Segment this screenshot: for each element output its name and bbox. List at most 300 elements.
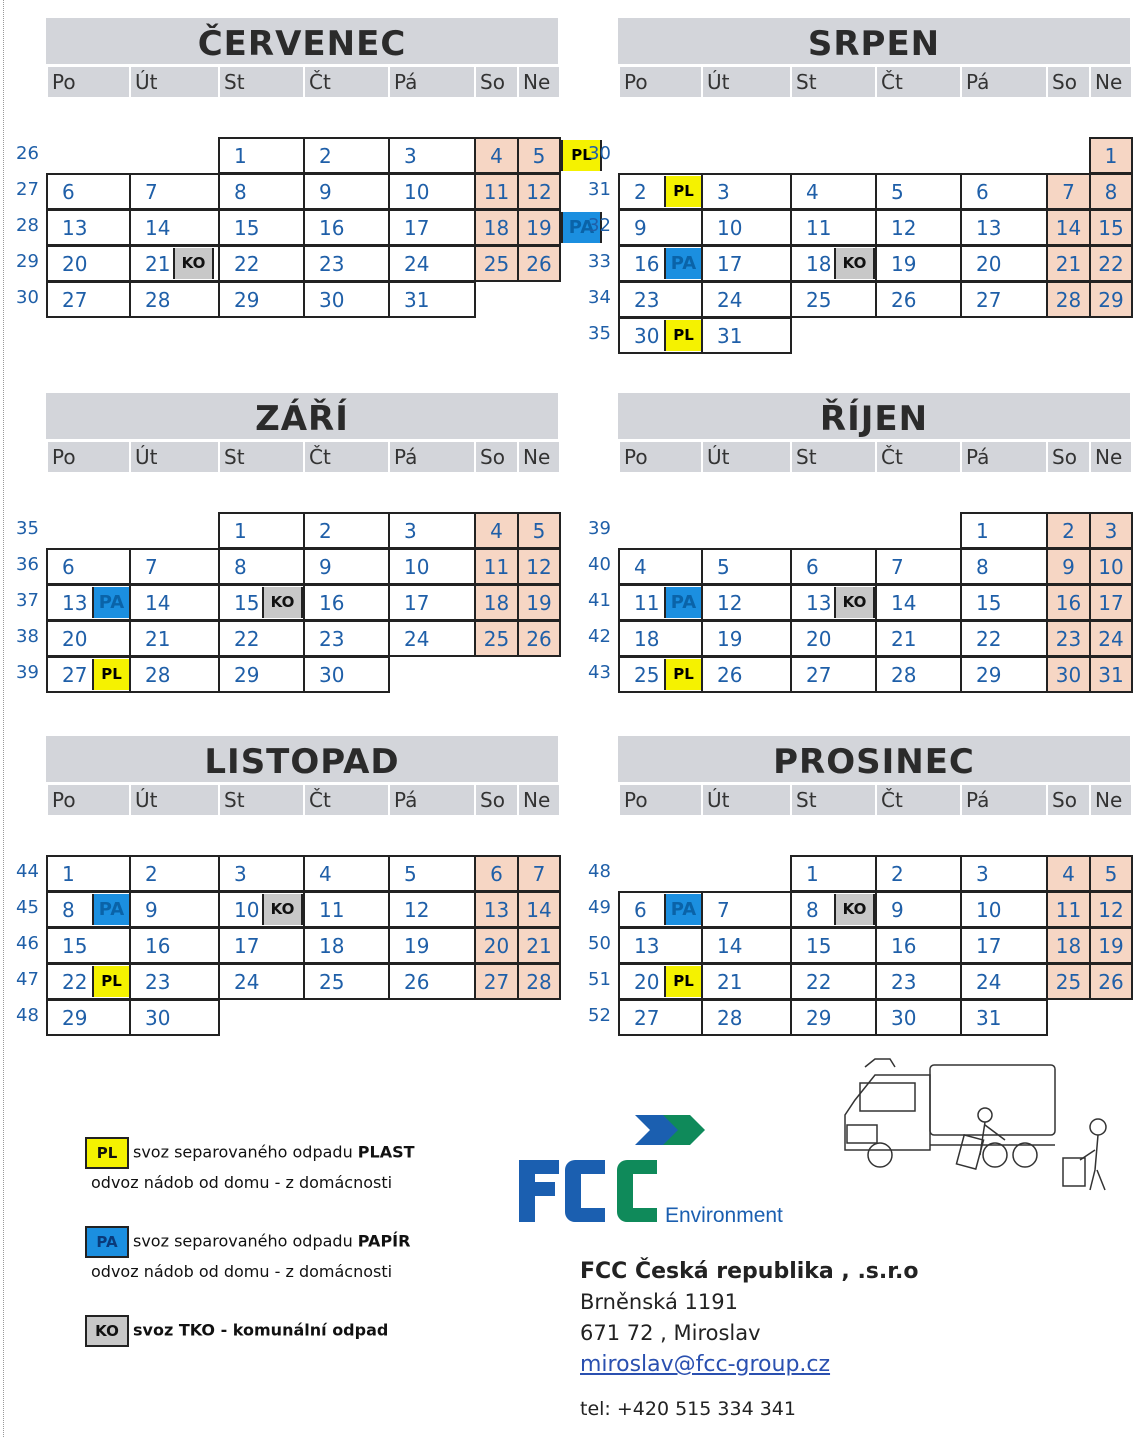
day-number: 8 [1104,180,1118,204]
day-number: 19 [526,216,552,240]
day-cell [388,855,476,892]
fcc-logo-graphic [515,1110,815,1230]
day-number: 8 [62,898,75,922]
day-number: 14 [717,934,743,958]
day-number: 23 [1055,627,1082,651]
day-number: 31 [404,288,430,312]
day-number: 10 [1098,555,1124,579]
collection-tag-ko: KO [173,248,214,279]
week-number: 51 [588,969,611,990]
day-number: 27 [62,288,88,312]
day-cell [960,245,1048,282]
week-number: 52 [588,1005,611,1026]
week-number: 39 [588,518,611,539]
day-number: 30 [1055,663,1082,687]
legend-pl-bold: PLAST [357,1142,415,1162]
day-cell [1089,584,1133,621]
day-cell [701,999,792,1036]
day-number: 7 [1062,180,1075,204]
week-number: 44 [16,861,39,882]
day-cell [701,281,792,318]
weekday-label: St [218,442,303,472]
day-number: 26 [526,252,552,276]
collection-tag-pl: PL [664,320,703,351]
weekday-header [46,785,558,817]
day-number: 29 [976,663,1002,687]
day-cell [388,209,476,246]
weekday-label: Ne [517,67,559,97]
day-cell [129,927,220,964]
day-number: 14 [891,591,917,615]
day-number: 7 [717,898,730,922]
day-number: 18 [483,591,510,615]
day-cell [46,281,131,318]
week-number: 35 [16,518,39,539]
collection-tag-pa: PA [92,894,131,925]
legend-papir [85,1226,410,1281]
day-cell [474,963,519,1000]
collection-tag-pl: PL [92,966,131,997]
day-cell [218,620,305,657]
day-number: 18 [1055,934,1082,958]
day-number: 19 [404,934,430,958]
day-number: 15 [976,591,1002,615]
day-number: 11 [483,555,510,579]
day-number: 13 [62,216,88,240]
day-number: 13 [806,591,832,615]
month-2 [16,393,558,687]
weekday-label: Pá [388,442,474,472]
day-cell [303,963,390,1000]
day-number: 15 [1098,216,1124,240]
day-cell [1089,512,1133,549]
day-number: 24 [234,970,260,994]
day-number: 26 [891,288,917,312]
day-number: 29 [806,1006,832,1030]
day-cell [875,173,962,210]
day-cell [960,548,1048,585]
day-number: 17 [1098,591,1124,615]
day-number: 5 [404,862,417,886]
page-margin-line [3,0,4,1437]
collection-tag-pl: PL [664,966,703,997]
weekday-label: Čt [303,442,388,472]
day-cell [46,584,131,621]
day-number: 2 [319,519,332,543]
weekday-label: Pá [388,785,474,815]
day-cell [474,620,519,657]
day-cell [388,548,476,585]
day-number: 28 [526,970,552,994]
day-cell [1089,963,1133,1000]
day-number: 5 [717,555,730,579]
week-number: 30 [16,287,39,308]
day-cell [618,281,703,318]
day-cell [474,855,519,892]
day-cell [474,891,519,928]
day-number: 19 [891,252,917,276]
day-number: 27 [62,663,88,687]
day-number: 15 [62,934,88,958]
day-number: 24 [717,288,743,312]
month-1 [588,18,1130,348]
weekday-label: Pá [960,785,1046,815]
day-number: 31 [976,1006,1002,1030]
day-cell [790,999,877,1036]
weekday-label: Út [701,67,790,97]
day-cell [960,281,1048,318]
day-cell [1089,137,1133,174]
day-cell [790,891,877,928]
day-number: 24 [1098,627,1124,651]
week-number: 48 [588,861,611,882]
day-cell [790,209,877,246]
day-number: 1 [234,144,247,168]
collection-tag-pa: PA [664,248,703,279]
day-number: 6 [806,555,819,579]
day-number: 16 [319,591,345,615]
day-number: 5 [891,180,904,204]
day-cell [517,173,561,210]
legend-plast [85,1137,415,1192]
weekday-label: St [790,785,875,815]
day-cell [875,281,962,318]
month-title: SRPEN [618,18,1130,64]
day-number: 27 [806,663,832,687]
weekday-label: St [790,442,875,472]
day-cell [790,548,877,585]
day-number: 13 [634,934,660,958]
day-cell [388,245,476,282]
day-number: 1 [976,519,989,543]
day-number: 12 [717,591,743,615]
day-cell [129,209,220,246]
day-cell [790,927,877,964]
day-number: 21 [145,252,171,276]
day-number: 20 [634,970,660,994]
week-number: 34 [588,287,611,308]
day-number: 5 [532,519,546,543]
day-cell [474,584,519,621]
weekday-label: Ne [1089,67,1131,97]
day-number: 1 [1104,144,1118,168]
day-cell [1046,209,1091,246]
day-number: 3 [976,862,989,886]
collection-tag-pa: PA [664,587,703,618]
day-number: 8 [234,180,247,204]
day-cell [701,245,792,282]
day-number: 24 [976,970,1002,994]
day-number: 25 [319,970,345,994]
day-cell [517,620,561,657]
day-cell [1089,548,1133,585]
day-number: 8 [234,555,247,579]
day-cell [618,927,703,964]
day-number: 1 [806,862,819,886]
day-cell [701,927,792,964]
day-cell [1089,281,1133,318]
day-number: 25 [1055,970,1082,994]
day-cell [303,548,390,585]
week-number: 45 [16,897,39,918]
day-cell [129,548,220,585]
week-number: 32 [588,215,611,236]
day-cell [1046,281,1091,318]
month-title: ŘÍJEN [618,393,1130,439]
day-number: 9 [319,555,332,579]
day-cell [303,891,390,928]
day-cell [303,209,390,246]
logo-environment-text: Environment [665,1204,783,1227]
day-cell [388,512,476,549]
day-number: 26 [526,627,552,651]
day-number: 14 [526,898,552,922]
day-cell [46,209,131,246]
day-cell [129,963,220,1000]
day-cell [303,620,390,657]
day-number: 2 [891,862,904,886]
day-cell [303,173,390,210]
day-number: 7 [891,555,904,579]
day-number: 23 [319,252,345,276]
weekday-label: St [790,67,875,97]
day-number: 23 [319,627,345,651]
day-number: 20 [976,252,1002,276]
day-number: 26 [717,663,743,687]
day-cell [618,584,703,621]
weekday-label: Út [129,442,218,472]
company-street: Brněnská 1191 [580,1290,738,1314]
legend-pl-sub: odvoz nádob od domu - z domácnosti [91,1173,393,1192]
day-cell [129,245,220,282]
day-cell [1089,173,1133,210]
day-number: 7 [145,180,158,204]
day-number: 25 [806,288,832,312]
day-cell [875,656,962,693]
day-cell [517,963,561,1000]
company-contact [580,1256,918,1425]
weekday-label: Ne [1089,442,1131,472]
day-number: 11 [634,591,660,615]
day-cell [790,584,877,621]
day-number: 5 [1104,862,1118,886]
day-cell [701,891,792,928]
day-cell [218,855,305,892]
week-number: 39 [16,662,39,683]
day-cell [701,584,792,621]
weekday-label: Út [129,67,218,97]
day-number: 8 [806,898,819,922]
day-number: 14 [1055,216,1082,240]
day-number: 15 [806,934,832,958]
day-number: 28 [1055,288,1082,312]
day-number: 30 [891,1006,917,1030]
company-phone: tel: +420 515 334 341 [580,1398,796,1420]
day-cell [517,548,561,585]
day-number: 15 [234,216,260,240]
day-number: 26 [404,970,430,994]
day-cell [790,620,877,657]
collection-tag-pl: PL [92,659,131,690]
day-cell [701,620,792,657]
day-cell [388,281,476,318]
day-cell [218,584,305,621]
day-number: 9 [891,898,904,922]
day-number: 12 [891,216,917,240]
day-cell [218,209,305,246]
day-cell [1089,891,1133,928]
day-cell [129,855,220,892]
day-number: 2 [145,862,158,886]
day-number: 29 [1098,288,1124,312]
day-cell [303,584,390,621]
week-number: 46 [16,933,39,954]
company-name: FCC Česká republika , .s.r.o [580,1259,919,1284]
day-cell [1089,656,1133,693]
day-cell [129,620,220,657]
day-number: 20 [62,627,88,651]
day-cell [303,656,390,693]
day-number: 31 [1098,663,1124,687]
day-number: 16 [145,934,171,958]
day-cell [618,317,703,354]
day-number: 14 [145,591,171,615]
day-number: 22 [62,970,88,994]
day-number: 16 [1055,591,1082,615]
day-number: 12 [526,180,552,204]
weekday-label: Ne [517,442,559,472]
day-number: 16 [891,934,917,958]
day-number: 13 [62,591,88,615]
day-cell [701,317,792,354]
day-cell [875,891,962,928]
day-number: 1 [62,862,75,886]
day-number: 17 [404,216,430,240]
day-cell [517,209,595,246]
day-number: 29 [62,1006,88,1030]
day-number: 30 [319,663,345,687]
weekday-label: Čt [875,785,960,815]
day-number: 8 [976,555,989,579]
day-number: 29 [234,288,260,312]
day-number: 19 [1098,934,1124,958]
day-number: 10 [976,898,1002,922]
day-cell [1046,963,1091,1000]
day-number: 4 [806,180,819,204]
day-cell [388,963,476,1000]
day-number: 27 [634,1006,660,1030]
day-number: 9 [1062,555,1075,579]
day-number: 20 [483,934,510,958]
day-number: 13 [976,216,1002,240]
day-number: 11 [806,216,832,240]
day-cell [790,855,877,892]
day-number: 6 [634,898,647,922]
day-number: 22 [1098,252,1124,276]
day-cell [1046,620,1091,657]
company-email-link[interactable]: miroslav@fcc-group.cz [580,1352,831,1377]
day-cell [218,281,305,318]
weekday-label: St [218,785,303,815]
day-cell [1046,548,1091,585]
weekday-header [46,442,558,474]
day-number: 2 [319,144,332,168]
day-cell [303,927,390,964]
day-cell [618,209,703,246]
weekday-label: Pá [388,67,474,97]
day-number: 12 [1098,898,1124,922]
day-number: 15 [234,591,260,615]
day-cell [960,584,1048,621]
day-number: 25 [634,663,660,687]
day-cell [388,927,476,964]
day-cell [1046,245,1091,282]
day-cell [618,656,703,693]
day-cell [790,281,877,318]
day-number: 6 [490,862,503,886]
day-number: 6 [62,555,75,579]
week-number: 37 [16,590,39,611]
day-number: 21 [526,934,552,958]
day-number: 22 [234,252,260,276]
day-cell [790,245,877,282]
day-number: 1 [234,519,247,543]
week-number: 41 [588,590,611,611]
day-number: 3 [404,519,417,543]
day-cell [218,891,305,928]
day-cell [129,656,220,693]
day-cell [46,548,131,585]
day-number: 18 [483,216,510,240]
day-number: 26 [1098,970,1124,994]
day-cell [46,963,131,1000]
day-cell [129,891,220,928]
fcc-logo [515,1110,815,1230]
week-number: 27 [16,179,39,200]
day-cell [517,891,561,928]
day-cell [960,173,1048,210]
week-number: 26 [16,143,39,164]
day-cell [701,963,792,1000]
day-cell [46,656,131,693]
day-number: 9 [634,216,647,240]
day-cell [875,548,962,585]
weekday-label: So [1046,442,1089,472]
day-number: 4 [634,555,647,579]
day-cell [701,209,792,246]
day-cell [618,245,703,282]
day-number: 22 [806,970,832,994]
weekday-label: So [474,67,517,97]
weekday-label: Po [618,442,701,472]
day-cell [218,137,305,174]
legend-pa-text: svoz separovaného odpadu [133,1231,358,1251]
weekday-label: Čt [875,442,960,472]
day-cell [618,173,703,210]
day-cell [474,245,519,282]
day-cell [618,963,703,1000]
day-cell [875,209,962,246]
month-title: ZÁŘÍ [46,393,558,439]
day-cell [303,281,390,318]
day-number: 16 [319,216,345,240]
day-cell [960,512,1048,549]
day-number: 11 [319,898,345,922]
day-number: 6 [976,180,989,204]
week-number: 42 [588,626,611,647]
legend-ko-text: svoz TKO - komunální odpad [133,1320,389,1340]
day-cell [1046,855,1091,892]
